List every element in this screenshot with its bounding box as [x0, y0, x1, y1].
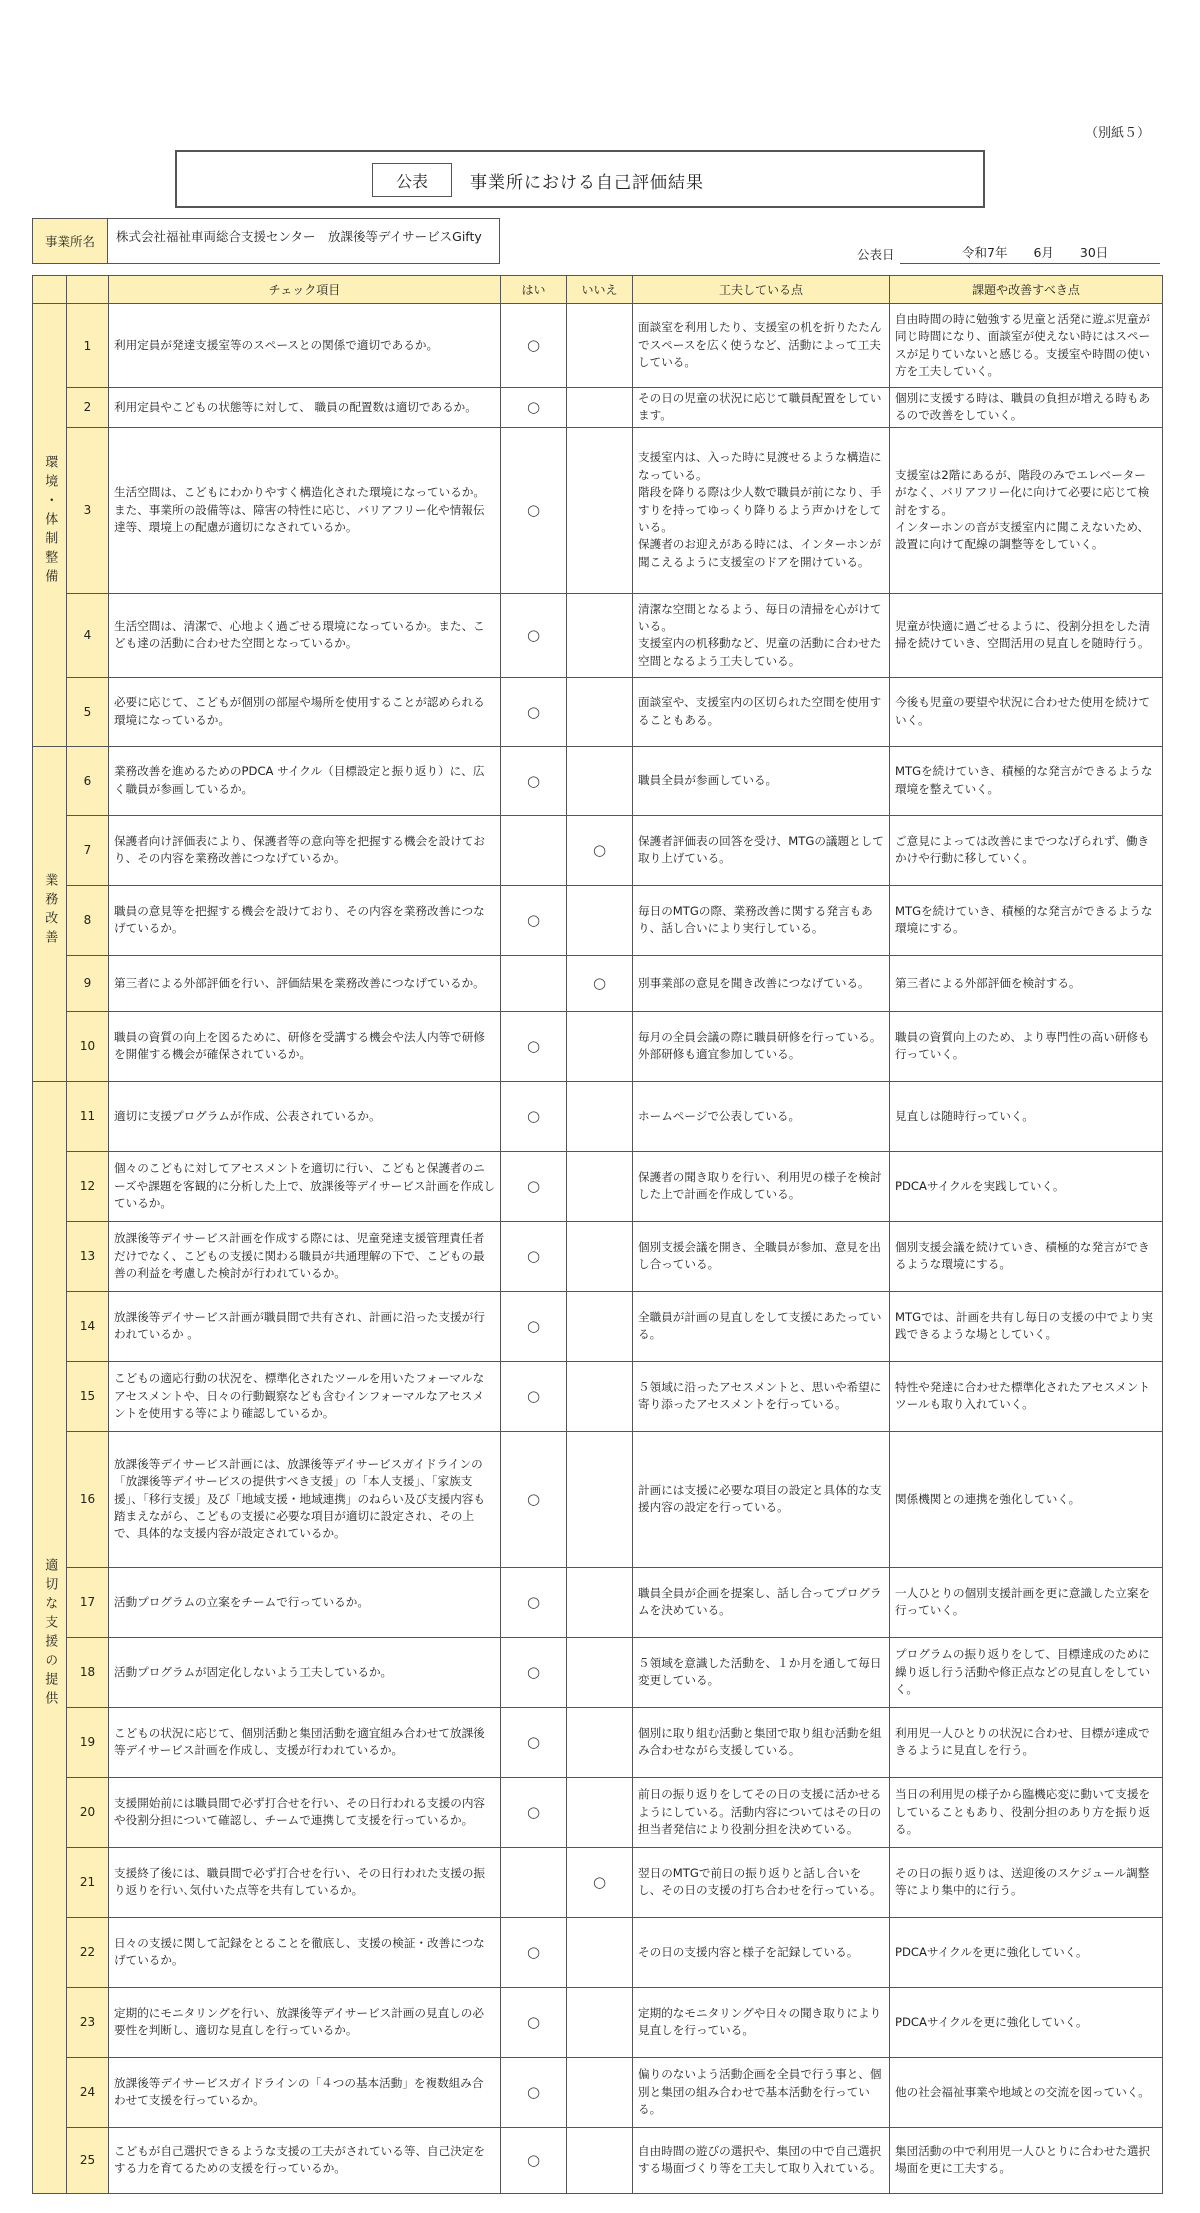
- yes-mark: ○: [501, 1081, 567, 1151]
- annex-label: （別紙５）: [1084, 126, 1150, 141]
- header-section: [33, 276, 67, 304]
- check-item: こどもの状況に応じて、個別活動と集団活動を適宜組み合わせて放課後等デイサービス計画を作成し、支援が行われているか。: [109, 1707, 501, 1777]
- yes-mark: ○: [501, 1987, 567, 2057]
- no-mark: [567, 1637, 633, 1707]
- check-item: 放課後等デイサービス計画が職員間で共有され、計画に沿った支援が行われているか 。: [109, 1291, 501, 1361]
- row-number: 8: [67, 885, 109, 955]
- check-item: 生活空間は、清潔で、心地よく過ごせる環境になっているか。また、こども達の活動に合わせた空間となっているか。: [109, 593, 501, 677]
- row-number: 23: [67, 1987, 109, 2057]
- effort-text: ５領域に沿ったアセスメントと、思いや希望に寄り添ったアセスメントを行っている。: [633, 1361, 890, 1431]
- no-mark: [567, 746, 633, 815]
- improvement-text: PDCAサイクルを実践していく。: [890, 1151, 1163, 1221]
- no-mark: [567, 677, 633, 746]
- yes-mark: ○: [501, 1291, 567, 1361]
- check-item: 放課後等デイサービス計画を作成する際には、児童発達支援管理責任者だけでなく、こどもの支援に関わる職員が共通理解の下で、こどもの最善の利益を考慮した検討が行われているか。: [109, 1221, 501, 1291]
- table-row: [33, 1987, 1163, 2057]
- yes-mark: ○: [501, 1151, 567, 1221]
- row-number: 22: [67, 1917, 109, 1987]
- no-mark: [567, 1291, 633, 1361]
- check-item: 個々のこどもに対してアセスメントを適切に行い、こどもと保護者のニーズや課題を客観的に分析した上で、放課後等デイサービス計画を作成しているか。: [109, 1151, 501, 1221]
- yes-mark: ○: [501, 1567, 567, 1637]
- improvement-text: 職員の資質向上のため、より専門性の高い研修も行っていく。: [890, 1011, 1163, 1081]
- row-number: 3: [67, 427, 109, 593]
- section-label: [33, 304, 67, 747]
- improvement-text: 一人ひとりの個別支援計画を更に意識した立案を行っていく。: [890, 1567, 1163, 1637]
- no-mark: [567, 1777, 633, 1847]
- no-mark: [567, 1567, 633, 1637]
- table-row: [33, 1151, 1163, 1221]
- row-number: 24: [67, 2057, 109, 2127]
- table-row: [33, 885, 1163, 955]
- no-mark: [567, 1987, 633, 2057]
- section-label-text: 業務改善: [42, 872, 58, 949]
- publication-date-underline: [900, 263, 1160, 264]
- improvement-text: 見直しは随時行っていく。: [890, 1081, 1163, 1151]
- check-item: 活動プログラムの立案をチームで行っているか。: [109, 1567, 501, 1637]
- effort-text: 定期的なモニタリングや日々の聞き取りにより見直しを行っている。: [633, 1987, 890, 2057]
- header-no: いいえ: [567, 276, 633, 304]
- table-row: [33, 304, 1163, 388]
- yes-mark: [501, 1847, 567, 1917]
- effort-text: 翌日のMTGで前日の振り返りと話し合いをし、その日の支援の打ち合わせを行っている。: [633, 1847, 890, 1917]
- table-row: [33, 746, 1163, 815]
- yes-mark: ○: [501, 1431, 567, 1567]
- improvement-text: 集団活動の中で利用児一人ひとりに合わせた選択場面を更に工夫する。: [890, 2127, 1163, 2193]
- improvement-text: 支援室は2階にあるが、階段のみでエレベーターがなく、バリアフリー化に向けて必要に応じて検討をする。 インターホンの音が支援室内に聞こえないため、設置に向けて配線の調整等をしていく。: [890, 427, 1163, 593]
- row-number: 4: [67, 593, 109, 677]
- yes-mark: [501, 955, 567, 1011]
- check-item: 生活空間は、こどもにわかりやすく構造化された環境になっているか。また、事業所の設備等は、障害の特性に応じ、バリアフリー化や情報伝達等、環境上の配慮が適切になされているか。: [109, 427, 501, 593]
- check-item: 職員の資質の向上を図るために、研修を受講する機会や法人内等で研修を開催する機会が確保されているか。: [109, 1011, 501, 1081]
- section-label-text: 環境・体制整備: [42, 455, 58, 589]
- yes-mark: ○: [501, 1917, 567, 1987]
- effort-text: 全職員が計画の見直しをして支援にあたっている。: [633, 1291, 890, 1361]
- check-item: 放課後等デイサービス計画には、放課後等デイサービスガイドラインの「放課後等デイサービスの提供すべき支援」の「本人支援」、「家族支援」、「移行支援」及び「地域支援・地域連携」のねらい及び支援内容も踏まえながら、こどもの支援に必要な項目が適切に設定され、その上で、具体的な支援内容が設定されているか。: [109, 1431, 501, 1567]
- check-item: 必要に応じて、こどもが個別の部屋や場所を使用することが認められる環境になっているか。: [109, 677, 501, 746]
- improvement-text: PDCAサイクルを更に強化していく。: [890, 1917, 1163, 1987]
- effort-text: 保護者の聞き取りを行い、利用児の様子を検討した上で計画を作成している。: [633, 1151, 890, 1221]
- improvement-text: PDCAサイクルを更に強化していく。: [890, 1987, 1163, 2057]
- improvement-text: 関係機関との連携を強化していく。: [890, 1431, 1163, 1567]
- row-number: 16: [67, 1431, 109, 1567]
- header-check-item: チェック項目: [109, 276, 501, 304]
- effort-text: 面談室を利用したり、支援室の机を折りたたんでスペースを広く使うなど、活動によって工夫している。: [633, 304, 890, 388]
- table-row: [33, 677, 1163, 746]
- yes-mark: [501, 815, 567, 885]
- table-row: [33, 2127, 1163, 2193]
- no-mark: ○: [567, 815, 633, 885]
- table-row: [33, 1637, 1163, 1707]
- improvement-text: ご意見によっては改善にまでつなげられず、働きかけや行動に移していく。: [890, 815, 1163, 885]
- row-number: 11: [67, 1081, 109, 1151]
- table-row: [33, 955, 1163, 1011]
- row-number: 5: [67, 677, 109, 746]
- no-mark: [567, 2057, 633, 2127]
- table-row: [33, 388, 1163, 428]
- row-number: 10: [67, 1011, 109, 1081]
- row-number: 9: [67, 955, 109, 1011]
- table-row: [33, 1221, 1163, 1291]
- improvement-text: 特性や発達に合わせた標準化されたアセスメントツールも取り入れていく。: [890, 1361, 1163, 1431]
- table-row: [33, 1081, 1163, 1151]
- yes-mark: ○: [501, 677, 567, 746]
- check-item: 利用定員が発達支援室等のスペースとの関係で適切であるか。: [109, 304, 501, 388]
- row-number: 21: [67, 1847, 109, 1917]
- improvement-text: その日の振り返りは、送迎後のスケジュール調整等により集中的に行う。: [890, 1847, 1163, 1917]
- yes-mark: ○: [501, 304, 567, 388]
- yes-mark: ○: [501, 1011, 567, 1081]
- table-row: [33, 1011, 1163, 1081]
- no-mark: ○: [567, 955, 633, 1011]
- effort-text: ホームページで公表している。: [633, 1081, 890, 1151]
- yes-mark: ○: [501, 1777, 567, 1847]
- header-number: [67, 276, 109, 304]
- effort-text: 自由時間の遊びの選択や、集団の中で自己選択する場面づくり等を工夫して取り入れている。: [633, 2127, 890, 2193]
- check-item: 支援開始前には職員間で必ず打合せを行い、その日行われる支援の内容や役割分担について確認し、チームで連携して支援を行っているか。: [109, 1777, 501, 1847]
- no-mark: [567, 2127, 633, 2193]
- header-yes: はい: [501, 276, 567, 304]
- no-mark: [567, 1361, 633, 1431]
- row-number: 1: [67, 304, 109, 388]
- no-mark: [567, 427, 633, 593]
- yes-mark: ○: [501, 427, 567, 593]
- improvement-text: MTGを続けていき、積極的な発言ができるような環境にする。: [890, 885, 1163, 955]
- no-mark: [567, 304, 633, 388]
- no-mark: [567, 388, 633, 428]
- office-name-box: [32, 218, 500, 264]
- row-number: 14: [67, 1291, 109, 1361]
- row-number: 2: [67, 388, 109, 428]
- row-number: 25: [67, 2127, 109, 2193]
- table-row: [33, 1361, 1163, 1431]
- effort-text: 別事業部の意見を聞き改善につなげている。: [633, 955, 890, 1011]
- effort-text: 支援室内は、入った時に見渡せるような構造になっている。 階段を降りる際は少人数で職員が前になり、手すりを持ってゆっくり降りるよう声かけをしている。 保護者のお迎えがある時には、インターホンが聞こえるように支援室のドアを開けている。: [633, 427, 890, 593]
- section-label-text: 適切な支援の提供: [42, 1558, 58, 1711]
- check-item: 適切に支援プログラムが作成、公表されているか。: [109, 1081, 501, 1151]
- publication-year: 令和7年: [962, 245, 1008, 260]
- effort-text: 職員全員が企画を提案し、話し合ってプログラムを決めている。: [633, 1567, 890, 1637]
- header-improvement: 課題や改善すべき点: [890, 276, 1163, 304]
- effort-text: 個別支援会議を開き、全職員が参加、意見を出し合っている。: [633, 1221, 890, 1291]
- no-mark: [567, 885, 633, 955]
- check-item: 職員の意見等を把握する機会を設けており、その内容を業務改善につなげているか。: [109, 885, 501, 955]
- no-mark: [567, 1917, 633, 1987]
- row-number: 6: [67, 746, 109, 815]
- publication-date: [962, 243, 1108, 261]
- check-item: 保護者向け評価表により、保護者等の意向等を把握する機会を設けており、その内容を業務改善につなげているか。: [109, 815, 501, 885]
- table-row: [33, 1567, 1163, 1637]
- table-row: [33, 1291, 1163, 1361]
- yes-mark: ○: [501, 746, 567, 815]
- table-row: [33, 815, 1163, 885]
- row-number: 17: [67, 1567, 109, 1637]
- publication-day: 30日: [1079, 245, 1109, 260]
- improvement-text: 利用児一人ひとりの状況に合わせ、目標が達成できるように見直しを行う。: [890, 1707, 1163, 1777]
- yes-mark: ○: [501, 2057, 567, 2127]
- section-label: [33, 746, 67, 1081]
- check-item: 日々の支援に関して記録をとることを徹底し、支援の検証・改善につなげているか。: [109, 1917, 501, 1987]
- table-row: [33, 1707, 1163, 1777]
- check-item: 放課後等デイサービスガイドラインの「４つの基本活動」を複数組み合わせて支援を行っているか。: [109, 2057, 501, 2127]
- office-name-label: 事業所名: [33, 219, 108, 263]
- improvement-text: MTGを続けていき、積極的な発言ができるような環境を整えていく。: [890, 746, 1163, 815]
- table-row: [33, 1431, 1163, 1567]
- publication-badge: 公表: [372, 163, 452, 197]
- table-header-row: [33, 276, 1163, 304]
- row-number: 15: [67, 1361, 109, 1431]
- no-mark: [567, 1431, 633, 1567]
- row-number: 20: [67, 1777, 109, 1847]
- table-row: [33, 1917, 1163, 1987]
- no-mark: ○: [567, 1847, 633, 1917]
- effort-text: その日の支援内容と様子を記録している。: [633, 1917, 890, 1987]
- table-row: [33, 593, 1163, 677]
- yes-mark: ○: [501, 1221, 567, 1291]
- improvement-text: 児童が快適に過ごせるように、役割分担をした清掃を続けていき、空間活用の見直しを随時行う。: [890, 593, 1163, 677]
- evaluation-table: [32, 275, 1163, 2194]
- improvement-text: プログラムの振り返りをして、目標達成のために繰り返し行う活動や修正点などの見直しをしていく。: [890, 1637, 1163, 1707]
- no-mark: [567, 1081, 633, 1151]
- table-row: [33, 427, 1163, 593]
- yes-mark: ○: [501, 885, 567, 955]
- row-number: 18: [67, 1637, 109, 1707]
- effort-text: 面談室や、支援室内の区切られた空間を使用することもある。: [633, 677, 890, 746]
- effort-text: 保護者評価表の回答を受け、MTGの議題として取り上げている。: [633, 815, 890, 885]
- document-title-box: [175, 150, 985, 208]
- check-item: 支援終了後には、職員間で必ず打合せを行い、その日行われた支援の振り返りを行い､気付いた点等を共有しているか。: [109, 1847, 501, 1917]
- improvement-text: 他の社会福祉事業や地域との交流を図っていく。: [890, 2057, 1163, 2127]
- office-name-value: 株式会社福祉車両総合支援センター 放課後等デイサービスGifty: [116, 229, 482, 244]
- effort-text: 前日の振り返りをしてその日の支援に活かせるようにしている。活動内容についてはその日の担当者発信により役割分担を決めている。: [633, 1777, 890, 1847]
- improvement-text: 個別に支援する時は、職員の負担が増える時もあるので改善をしていく。: [890, 388, 1163, 428]
- table-row: [33, 1847, 1163, 1917]
- check-item: 第三者による外部評価を行い、評価結果を業務改善につなげているか。: [109, 955, 501, 1011]
- effort-text: 計画には支援に必要な項目の設定と具体的な支援内容の設定を行っている。: [633, 1431, 890, 1567]
- publication-date-label: 公表日: [857, 247, 895, 262]
- yes-mark: ○: [501, 593, 567, 677]
- yes-mark: ○: [501, 388, 567, 428]
- effort-text: 偏りのないよう活動企画を全員で行う事と、個別と集団の組み合わせで基本活動を行っている。: [633, 2057, 890, 2127]
- no-mark: [567, 1221, 633, 1291]
- check-item: こどもが自己選択できるような支援の工夫がされている等、自己決定をする力を育てるための支援を行っているか。: [109, 2127, 501, 2193]
- effort-text: 職員全員が参画している。: [633, 746, 890, 815]
- improvement-text: 個別支援会議を続けていき、積極的な発言ができるような環境にする。: [890, 1221, 1163, 1291]
- check-item: 業務改善を進めるためのPDCA サイクル（目標設定と振り返り）に、広く職員が参画しているか。: [109, 746, 501, 815]
- improvement-text: 自由時間の時に勉強する児童と活発に遊ぶ児童が同じ時間になり、面談室が使えない時にはスペースが足りていないと感じる。支援室や時間の使い方を工夫していく。: [890, 304, 1163, 388]
- section-label: [33, 1081, 67, 2193]
- table-row: [33, 2057, 1163, 2127]
- effort-text: 毎月の全員会議の際に職員研修を行っている。 外部研修も適宜参加している。: [633, 1011, 890, 1081]
- improvement-text: MTGでは、計画を共有し毎日の支援の中でより実践できるような場としていく。: [890, 1291, 1163, 1361]
- no-mark: [567, 1707, 633, 1777]
- improvement-text: 当日の利用児の様子から臨機応変に動いて支援をしていることもあり、役割分担のあり方を振り返る。: [890, 1777, 1163, 1847]
- yes-mark: ○: [501, 1707, 567, 1777]
- effort-text: ５領域を意識した活動を、１か月を通して毎日変更している。: [633, 1637, 890, 1707]
- table-row: [33, 1777, 1163, 1847]
- publication-month: 6月: [1033, 245, 1054, 260]
- effort-text: その日の児童の状況に応じて職員配置をしています。: [633, 388, 890, 428]
- check-item: こどもの適応行動の状況を、標準化されたツールを用いたフォーマルなアセスメントや、日々の行動観察なども含むインフォーマルなアセスメントを使用する等により確認しているか。: [109, 1361, 501, 1431]
- row-number: 19: [67, 1707, 109, 1777]
- improvement-text: 今後も児童の要望や状況に合わせた使用を続けていく。: [890, 677, 1163, 746]
- yes-mark: ○: [501, 2127, 567, 2193]
- yes-mark: ○: [501, 1361, 567, 1431]
- check-item: 活動プログラムが固定化しないよう工夫しているか。: [109, 1637, 501, 1707]
- check-item: 利用定員やこどもの状態等に対して、 職員の配置数は適切であるか。: [109, 388, 501, 428]
- improvement-text: 第三者による外部評価を検討する。: [890, 955, 1163, 1011]
- no-mark: [567, 1151, 633, 1221]
- row-number: 12: [67, 1151, 109, 1221]
- effort-text: 個別に取り組む活動と集団で取り組む活動を組み合わせながら支援している。: [633, 1707, 890, 1777]
- no-mark: [567, 1011, 633, 1081]
- effort-text: 清潔な空間となるよう、毎日の清掃を心がけている。 支援室内の机移動など、児童の活動に合わせた空間となるよう工夫している。: [633, 593, 890, 677]
- yes-mark: ○: [501, 1637, 567, 1707]
- document-title: 事業所における自己評価結果: [470, 173, 704, 193]
- effort-text: 毎日のMTGの際、業務改善に関する発言もあり、話し合いにより実行している。: [633, 885, 890, 955]
- no-mark: [567, 593, 633, 677]
- row-number: 7: [67, 815, 109, 885]
- header-effort: 工夫している点: [633, 276, 890, 304]
- row-number: 13: [67, 1221, 109, 1291]
- check-item: 定期的にモニタリングを行い、放課後等デイサービス計画の見直しの必要性を判断し、適切な見直しを行っているか。: [109, 1987, 501, 2057]
